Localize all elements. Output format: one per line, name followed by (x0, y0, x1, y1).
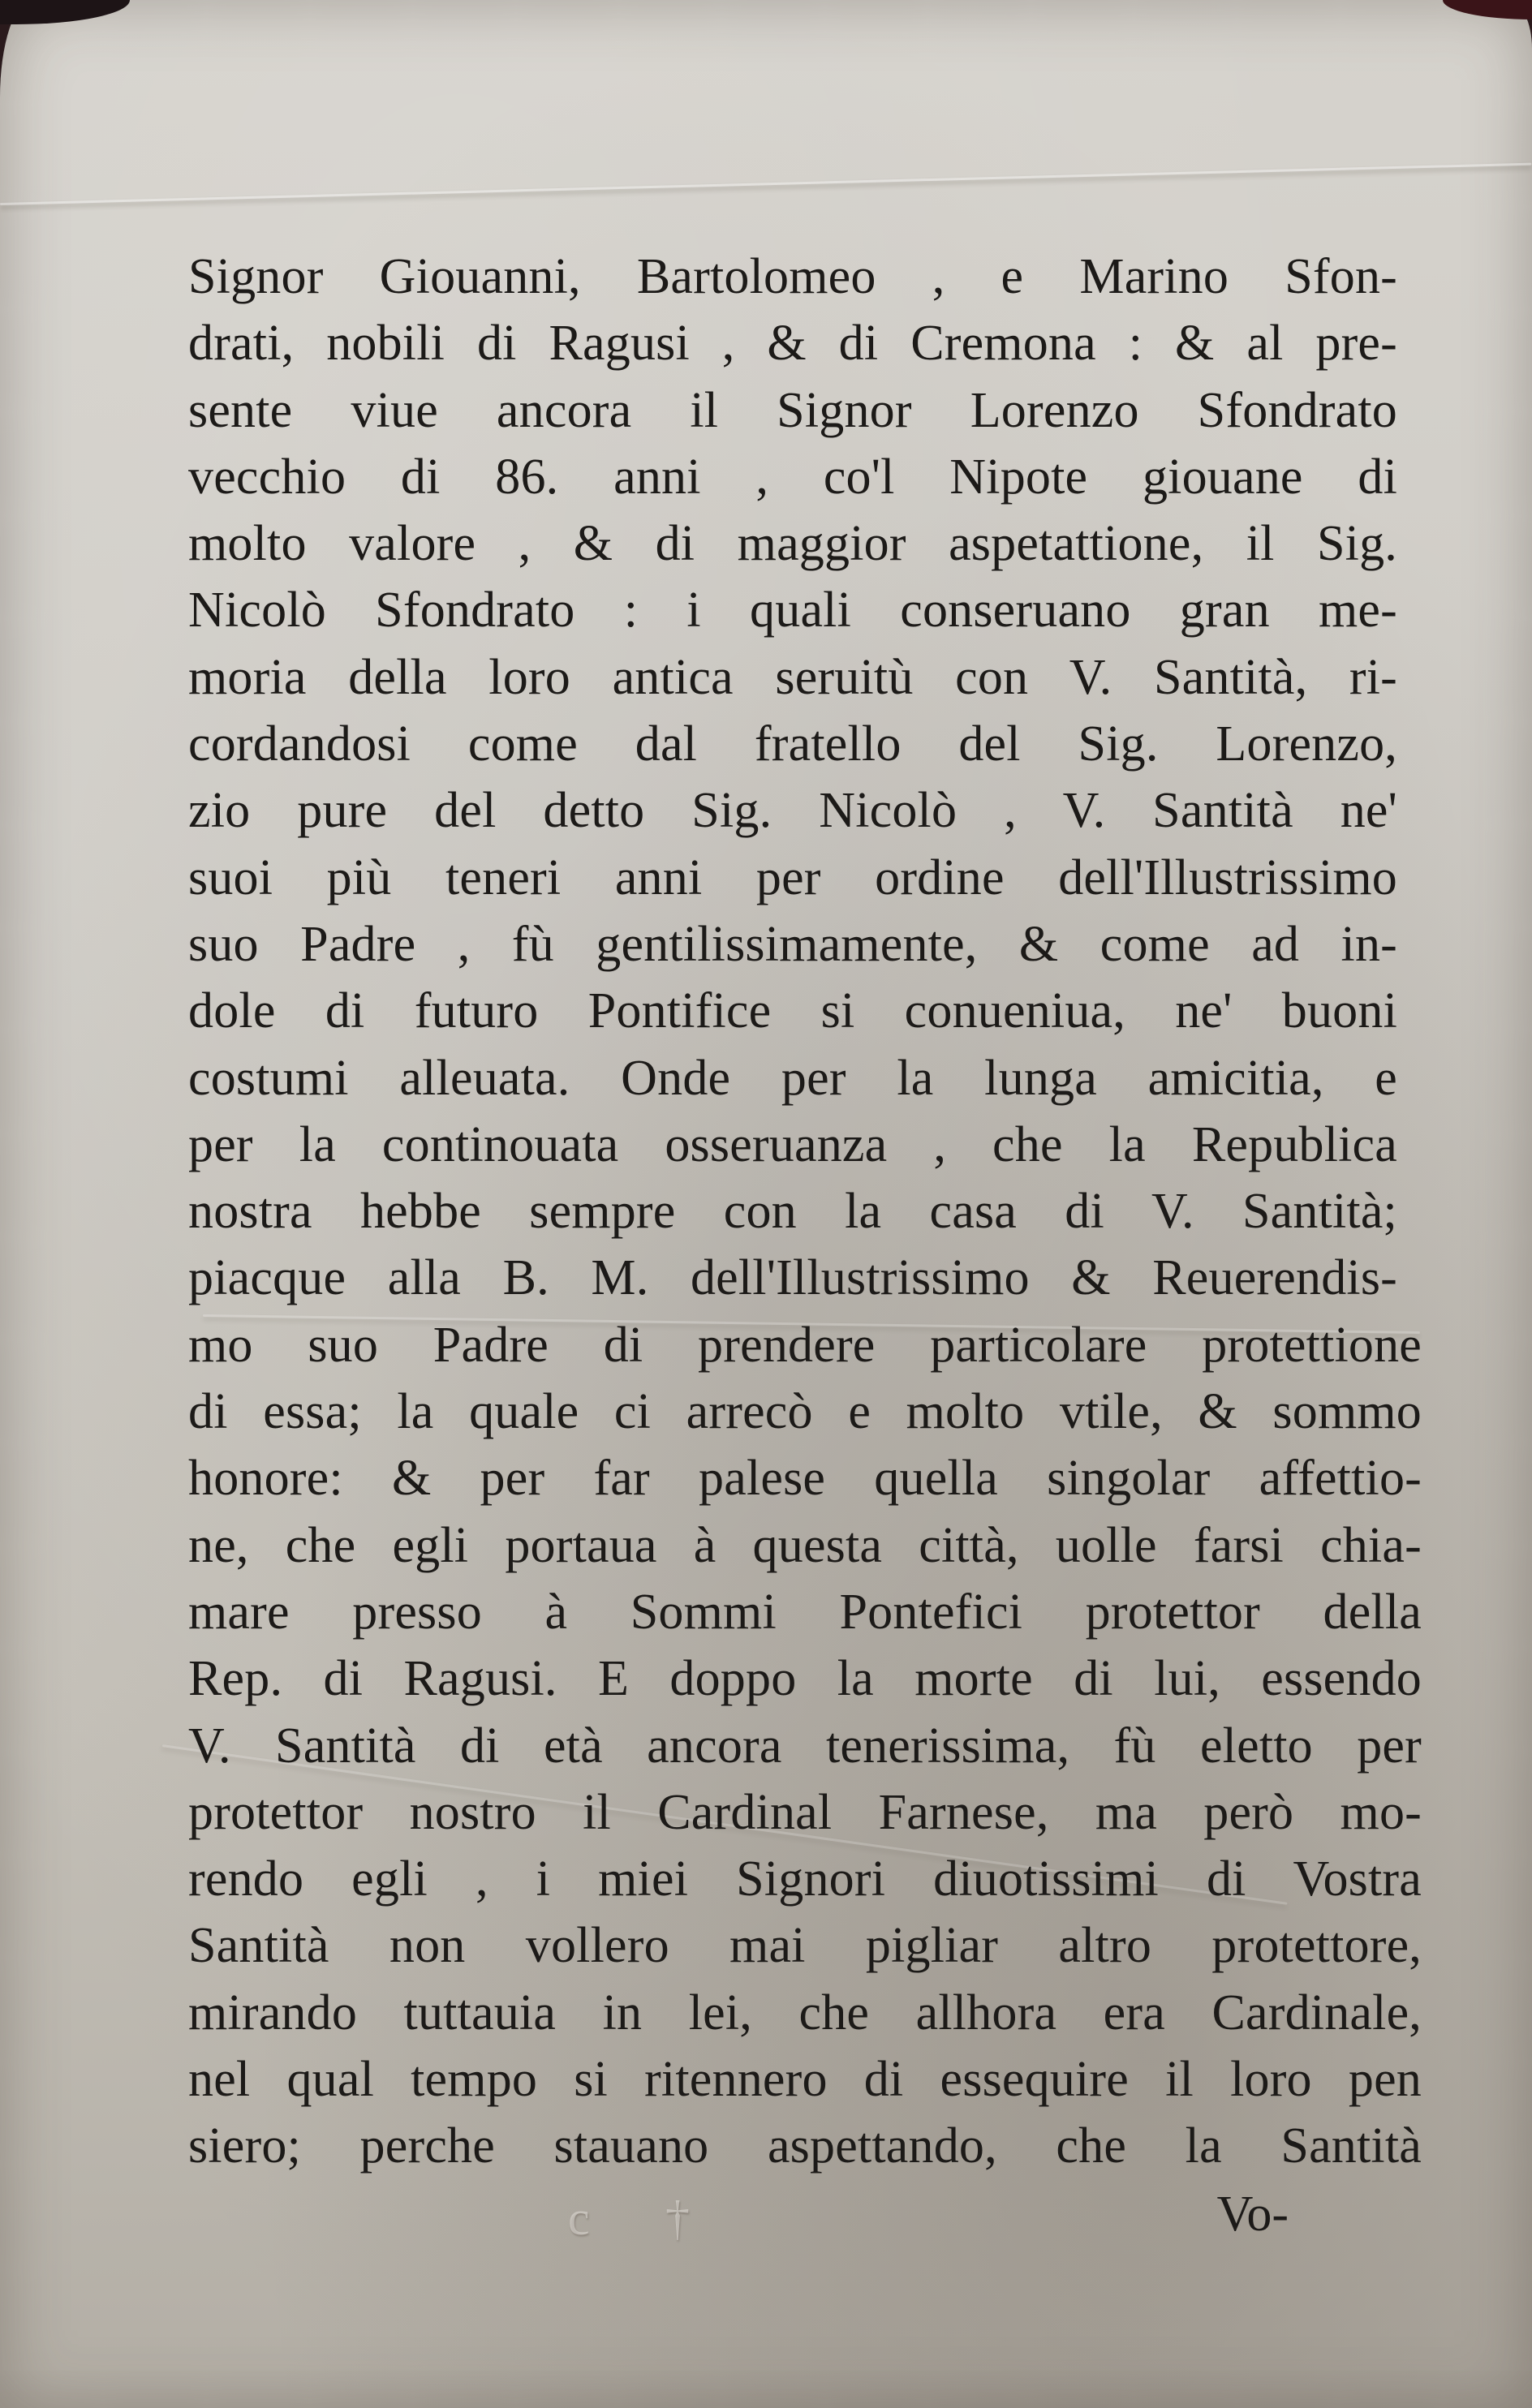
text-line: Santità non vollero mai pigliar altro protettore, (188, 1918, 1422, 1974)
text-line: costumi alleuata. Onde per la lunga amicitia, e (188, 1050, 1397, 1106)
text-line: sente viue ancora il Signor Lorenzo Sfondrato (188, 382, 1397, 438)
text-line: mo suo Padre di prendere particolare protettione (188, 1317, 1422, 1373)
text-line: dole di futuro Pontifice si conueniua, ne' buoni (188, 983, 1397, 1039)
text-line: molto valore , & di maggior aspetattione, il Sig. (188, 516, 1397, 572)
text-line: piacque alla B. M. dell'Illustrissimo & Reuerendis- (188, 1250, 1397, 1306)
show-through-mark: † (665, 2191, 690, 2245)
text-line: protettor nostro il Cardinal Farnese, ma però mo- (188, 1784, 1422, 1840)
text-line: ne, che egli portaua à questa città, uolle farsi chia- (188, 1517, 1422, 1573)
text-line: mare presso à Sommi Pontefici protettor della (188, 1584, 1422, 1640)
text-line: suoi più teneri anni per ordine dell'Illustrissimo (188, 849, 1397, 905)
text-line: Rep. di Ragusi. E doppo la morte di lui, essendo (188, 1651, 1422, 1707)
text-line: nostra hebbe sempre con la casa di V. Santità; (188, 1184, 1397, 1240)
page-corner-shadow-right (1443, 0, 1532, 19)
text-line: vecchio di 86. anni , co'l Nipote giouane di (188, 449, 1397, 505)
text-line: Signor Giouanni, Bartolomeo , e Marino Sfon- (188, 249, 1397, 304)
text-line: cordandosi come dal fratello del Sig. Lorenzo, (188, 716, 1397, 772)
text-line: honore: & per far palese quella singolar affettio- (188, 1451, 1422, 1507)
text-line: mirando tuttauia in lei, che allhora era Cardinale, (188, 1984, 1422, 2040)
text-line: di essa; la quale ci arrecò e molto vtile, & sommo (188, 1384, 1422, 1440)
text-line: V. Santità di età ancora tenerissima, fù eletto per (188, 1718, 1422, 1774)
text-line: moria della loro antica seruitù con V. Santità, ri- (188, 649, 1397, 705)
show-through-mark: c (568, 2191, 590, 2245)
text-line: Nicolò Sfondrato : i quali conseruano gran me- (188, 583, 1397, 639)
text-line: drati, nobili di Ragusi , & di Cremona : & al pre- (188, 316, 1397, 372)
page-corner-shadow-left (0, 0, 130, 24)
text-line: zio pure del detto Sig. Nicolò , V. Santità ne' (188, 783, 1397, 839)
text-line: suo Padre , fù gentilissimamente, & come ad in- (188, 916, 1397, 972)
text-line: siero; perche stauano aspettando, che la Santità (188, 2118, 1422, 2174)
text-line: rendo egli , i miei Signori diuotissimi di Vostra (188, 1851, 1422, 1907)
paper-crease (0, 163, 1531, 205)
catchword: Vo- (1216, 2187, 1289, 2242)
text-line: nel qual tempo si ritennero di essequire il loro pen (188, 2052, 1422, 2108)
body-text (188, 243, 1422, 2180)
text-line: per la continouata osseruanza , che la Republica (188, 1116, 1397, 1172)
